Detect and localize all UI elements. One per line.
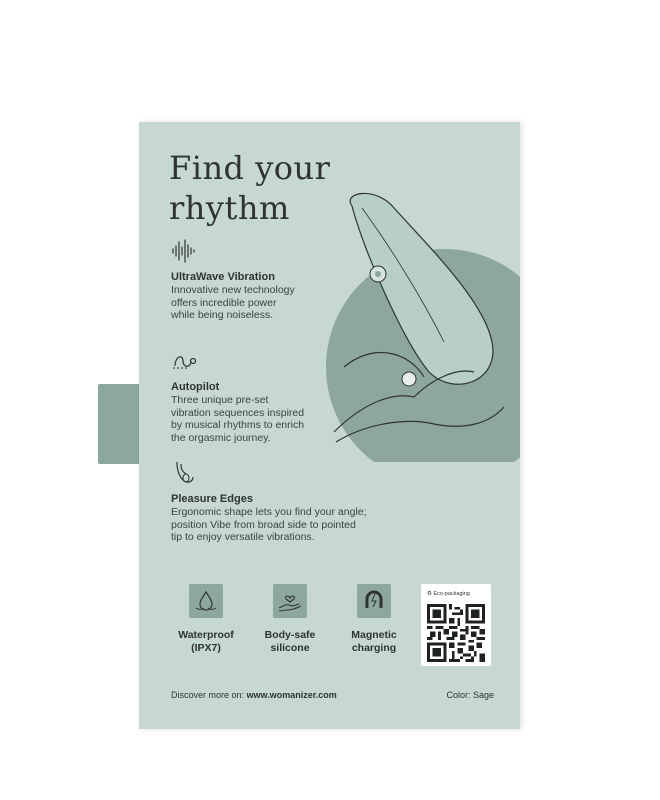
box-side-tab: [98, 384, 140, 464]
hand-angle-icon: [171, 460, 197, 486]
magnet-icon: [357, 584, 391, 618]
badge-label: Magnetic charging: [351, 629, 397, 654]
feature-title: UltraWave Vibration: [171, 271, 275, 283]
badge-label: Waterproof (IPX7): [178, 629, 234, 654]
water-drop-icon: [189, 584, 223, 618]
color-label: Color: Sage: [446, 690, 494, 700]
website-link[interactable]: www.womanizer.com: [246, 690, 337, 700]
qr-code[interactable]: [427, 604, 485, 662]
feature-title: Autopilot: [171, 381, 220, 393]
feature-description: Three unique pre-set vibration sequences inspired by musical rhythms to enrich the orgasmic journey.: [171, 394, 305, 444]
badge-label: Body-safe silicone: [264, 629, 316, 654]
feature-ultrawave: [171, 238, 371, 322]
recycle-leaf-icon: ♻: [427, 591, 432, 597]
eco-packaging-label: ♻ Eco-packaging: [427, 591, 470, 597]
badge-waterproof: [166, 584, 246, 655]
page-title: Find your rhythm: [169, 149, 331, 227]
feature-description: Innovative new technology offers incredible power while being noiseless.: [171, 284, 295, 321]
qr-code-card[interactable]: [421, 584, 491, 666]
feature-autopilot: [171, 348, 371, 444]
feature-pleasure-edges: [171, 460, 401, 544]
badge-body-safe: [250, 584, 330, 655]
feature-title: Pleasure Edges: [171, 493, 253, 505]
autopilot-path-icon: [171, 348, 197, 374]
discover-more-text: Discover more on: www.womanizer.com: [171, 690, 337, 700]
hand-heart-icon: [273, 584, 307, 618]
sound-wave-icon: [171, 238, 197, 264]
badge-magnetic: [334, 584, 414, 655]
product-box-back: [139, 122, 520, 729]
feature-description: Ergonomic shape lets you find your angle; position Vibe from broad side to pointed tip to enjoy versatile vibrations.: [171, 506, 367, 543]
